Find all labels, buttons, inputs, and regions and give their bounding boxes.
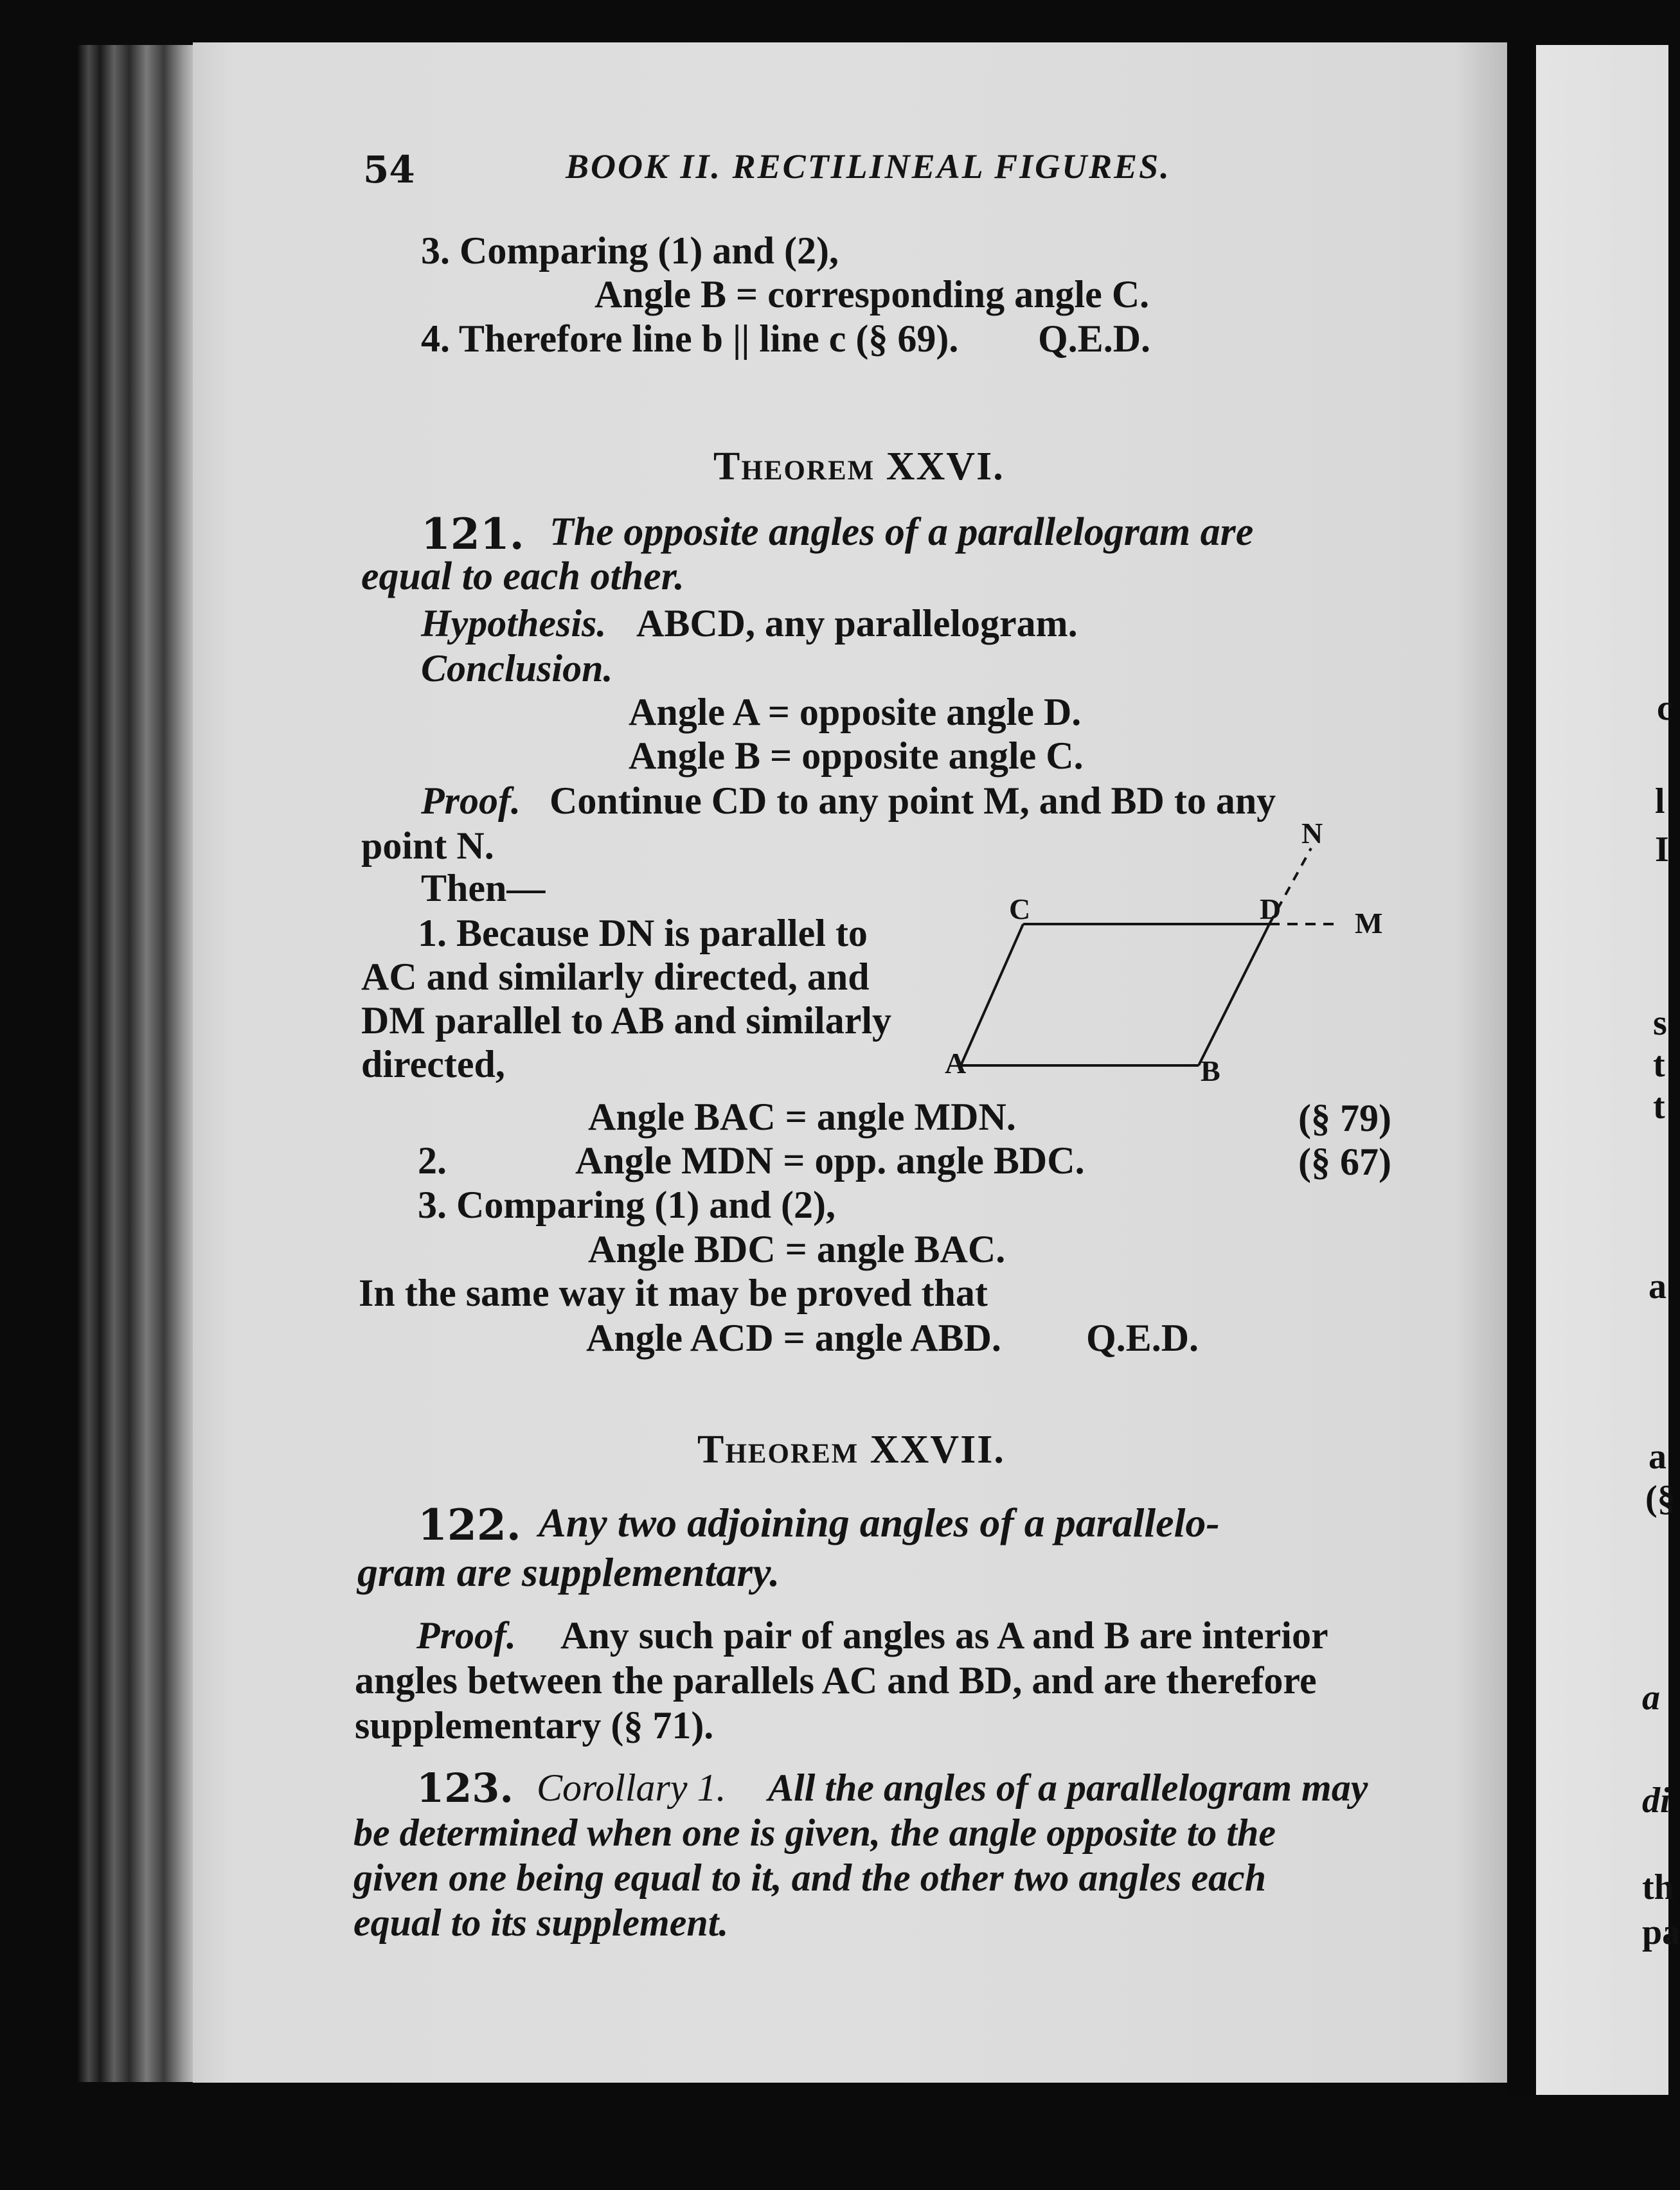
facing-page-fragment: l (1655, 781, 1665, 821)
corollary-text: given one being equal to it, and the other two angles each (353, 1856, 1267, 1899)
facing-page-fragment: c (1657, 688, 1673, 728)
facing-page-fragment: a (1649, 1267, 1667, 1306)
theorem-statement: equal to each other. (361, 555, 684, 598)
proof-step-1: AC and similarly directed, and (361, 956, 870, 998)
page-gutter (1507, 39, 1536, 2095)
proof-step-4: 4. Therefore line b || line c (§ 69). (421, 317, 959, 360)
facing-page-fragment: pa (1642, 1912, 1680, 1952)
proof-step-3: 3. Comparing (1) and (2), (418, 1184, 836, 1226)
proof-text: supplementary (§ 71). (355, 1704, 714, 1747)
point-label-m: M (1355, 907, 1383, 939)
facing-page-fragment: t (1653, 1045, 1665, 1085)
proof-step-3: 3. Comparing (1) and (2), (421, 229, 839, 272)
parallelogram-figure (913, 817, 1401, 1099)
vertex-label-c: C (1009, 893, 1031, 925)
corollary-text: All the angles of a parallelogram may (768, 1767, 1368, 1809)
page-number: 54 (363, 148, 415, 191)
qed-mark: Q.E.D. (1038, 317, 1151, 360)
section-reference: (§ 67) (1298, 1141, 1391, 1183)
facing-page-fragment: t (1653, 1087, 1665, 1126)
section-reference: (§ 79) (1298, 1097, 1391, 1139)
hypothesis-text: ABCD, any parallelogram. (636, 602, 1078, 645)
theorem-statement: gram are supplementary. (357, 1549, 780, 1595)
proof-text: Any such pair of angles as A and B are interior (560, 1614, 1328, 1657)
proof-text: angles between the parallels AC and BD, and are therefore (355, 1659, 1317, 1702)
facing-page-fragment: s (1653, 1003, 1667, 1043)
corollary-text: equal to its supplement. (353, 1901, 729, 1944)
proof-step-1: 1. Because DN is parallel to (418, 912, 868, 954)
proof-step-3-equation: Angle BDC = angle BAC. (588, 1228, 1006, 1270)
facing-page-fragment: a (1649, 1437, 1667, 1477)
hypothesis-label: Hypothesis. (421, 602, 607, 645)
section-number: 123. (416, 1765, 514, 1812)
proof-step-1-equation: Angle BAC = angle MDN. (588, 1096, 1016, 1138)
proof-step-3-equation: Angle B = corresponding angle C. (594, 273, 1150, 316)
conclusion-label: Conclusion. (421, 647, 613, 690)
proof-label: Proof. (416, 1614, 516, 1657)
vertex-label-d: D (1260, 893, 1282, 925)
corollary-label: Corollary 1. (537, 1767, 726, 1809)
facing-page-fragment: I (1655, 830, 1669, 869)
final-equation: Angle ACD = angle ABD. (586, 1317, 1001, 1359)
proof-label: Proof. (421, 779, 521, 822)
conclusion-equation: Angle A = opposite angle D. (629, 691, 1082, 733)
proof-step-2-equation: Angle MDN = opp. angle BDC. (575, 1139, 1085, 1182)
proof-text: point N. (361, 824, 494, 867)
point-label-n: N (1301, 817, 1323, 850)
conclusion-equation: Angle B = opposite angle C. (629, 734, 1084, 777)
proof-step-1: directed, (361, 1043, 505, 1085)
theorem-heading: Theorem XXVI. (713, 445, 1005, 488)
side-db (1199, 924, 1269, 1065)
proof-step-2-number: 2. (418, 1139, 447, 1182)
proof-step-1: DM parallel to AB and similarly (361, 999, 891, 1042)
facing-page-fragment: (§ (1645, 1479, 1676, 1518)
facing-page-fragment: di (1642, 1781, 1670, 1821)
facing-page-fragment: a (1642, 1678, 1660, 1718)
proof-then: Then— (421, 867, 546, 909)
section-number: 121. (421, 509, 524, 559)
facing-page-fragment: th (1642, 1867, 1674, 1907)
theorem-statement: Any two adjoining angles of a parallelo- (539, 1500, 1220, 1545)
book-binding-edge (77, 45, 193, 2082)
proof-text: Continue CD to any point M, and BD to any (550, 779, 1276, 822)
corollary-text: be determined when one is given, the angle opposite to the (353, 1812, 1276, 1854)
side-ac (961, 924, 1023, 1065)
running-title: BOOK II. RECTILINEAL FIGURES. (566, 147, 1171, 186)
theorem-statement: The opposite angles of a parallelogram are (550, 510, 1254, 554)
section-number: 122. (418, 1500, 521, 1550)
vertex-label-a: A (945, 1047, 967, 1080)
qed-mark: Q.E.D. (1086, 1317, 1199, 1359)
theorem-heading: Theorem XXVII. (697, 1428, 1005, 1472)
proof-text: In the same way it may be proved that (359, 1272, 988, 1314)
vertex-label-b: B (1201, 1055, 1220, 1087)
